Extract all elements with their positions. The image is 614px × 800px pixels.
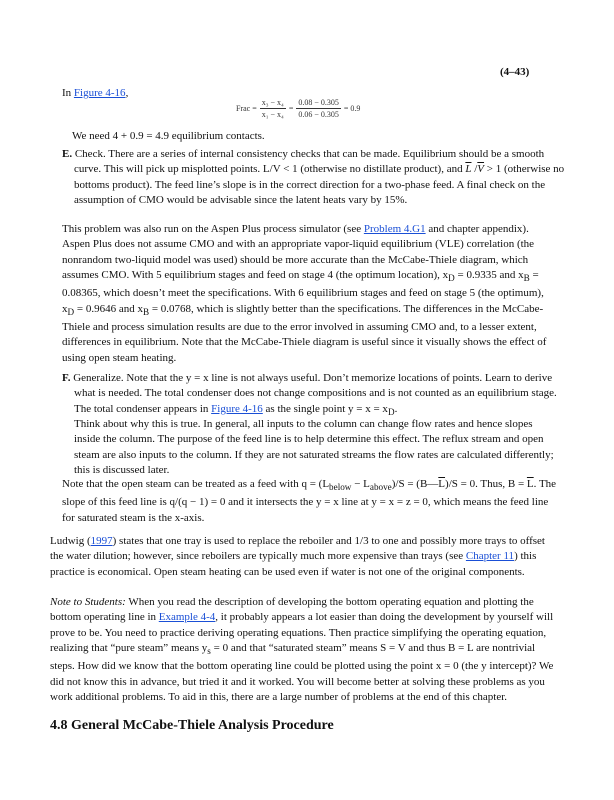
chapter-11-link[interactable]: Chapter 11 bbox=[465, 550, 515, 563]
check-label: E. bbox=[62, 148, 73, 160]
contacts-line: We need 4 + 0.9 = 4.9 equilibrium contacts. bbox=[72, 130, 265, 142]
problem-4-g1-link[interactable]: Problem 4.G1 bbox=[363, 223, 426, 235]
open-steam-paragraph: Note that the open steam can be treated as a feed with $q = (L_{below} - L_{above})/S$ = $(B—\overline{L})/S = 0$. Thus, $B = \overline{L}$. The slope of this feed line is q/(q − 1) = 0 and it intersects the y = x line at y = x = z = 0, which means the feed line for saturated steam is the x-axis. bbox=[62, 478, 557, 524]
generalize-paragraph-2: Think about why this is true. In general, all inputs to the column can change flow rates and hence slopes inside the column. The purpose of the feed line is to help determine this effect. The reflux stream and open steam are also inputs to the column. If they are not saturated streams the flow rates are calculated differently; this is discussed later. bbox=[74, 418, 554, 476]
ludwig-paragraph: Ludwig (1997) states that one tray is used to replace the reboiler and 1/3 to one and possibly more trays to offset the water dilution; however, since reboilers are typically much more expensive than trays (see Chapter 11) this practice is economical. Open steam heating can be used even if water is not one of the original components. bbox=[50, 535, 545, 578]
check-paragraph: E. Check. There are a series of internal consistency checks that can be made. Equilibrium should be a smooth curve. This will pick up misplotted points. L/V < 1 (otherwise no distillate product), and $\overline{L}$ $/\overline{V} > 1$ (otherwise no bottoms product). The feed line’s slope is in the correct direction for a two-phase feed. A final check on the assumption of CMO would be advisable since the latent heats vary by 15%. bbox=[62, 148, 565, 206]
ludwig-1997-link[interactable]: 1997 bbox=[90, 535, 113, 547]
generalize-paragraph: F. Generalize. Note that the y = x line is not always useful. Don’t memorize locations of points. Learn to derive what is needed. The total condenser does not change compositions and is not counted as an equilibrium stage. The total condenser appears in Figure 4-16 as the single point $y = x = x_D$. bbox=[62, 372, 557, 417]
intro-line: In Figure 4-16, bbox=[62, 87, 129, 99]
note-to-students-paragraph: Note to Students: When you read the description of developing the bottom operating equation and plotting the bottom operating line in Example 4-4, it probably appears a lot easier than doing the development by yourself will prove to be. You need to practice deriving operating equations. Then practice simplifying the operating equation, realizing that “pure steam” means $y_s = 0$ and that “saturated steam” means S = V and thus B = L are nontrivial steps. How did we know that the bottom operating line could be plotted using the point x = 0 (the y intercept)? We did not know this in advance, but tried it and it worked. You will become better at solving these problems as you work additional problems. To aid in this, there are a large number of problems at the end of this chapter. bbox=[50, 596, 554, 703]
figure-4-16-link-2[interactable]: Figure 4-16 bbox=[211, 402, 263, 415]
equation-number: (4–43) bbox=[500, 66, 530, 78]
section-heading: 4.8 General McCabe-Thiele Analysis Procedure bbox=[50, 718, 334, 733]
aspen-paragraph: This problem was also run on the Aspen Plus process simulator (see Problem 4.G1 and chapter appendix). Aspen Plus does not assume CMO and with an appropriate vapor-liquid equilibrium (VLE) correlation (the nonrandom two-liquid model was used) should be more accurate than the McCabe-Thiele diagram, which assumes CMO. With 5 equilibrium stages and feed on stage 4 (the optimum location), $x_D = 0.9335$ and $x_B = 0.08365$, which doesn’t meet the specifications. With 6 equilibrium stages and feed on stage 5 (the optimum), $x_D = 0.9646$ and $x_B = 0.0768$, which is slightly better than the specifications. The differences in the McCabe-Thiele and process simulation results are due to the error involved in assuming CMO and, to a lesser extent, differences in equilibrium. Note that the McCabe-Thiele diagram is useful since it visually shows the effect of using open steam heating. bbox=[62, 223, 547, 364]
fraction-equation: Frac = $\frac{\text{x₃ − x₄}}{\text{x₁ − x₄}}$ = $\frac{0.08 - 0.305}{0.06 - 0.305}$ = 0.9 bbox=[236, 98, 361, 119]
example-4-4-link[interactable]: Example 4-4 bbox=[158, 611, 216, 624]
note-label: Note to Students: bbox=[50, 596, 126, 608]
fraction-symbolic: $\frac{\text{x₃ − x₄}}{\text{x₁ − x₄}}$ bbox=[261, 98, 284, 119]
figure-4-16-link[interactable]: Figure 4-16 bbox=[73, 87, 126, 99]
generalize-label: F. bbox=[62, 372, 71, 384]
fraction-numeric: $\frac{0.08 - 0.305}{0.06 - 0.305}$ bbox=[298, 98, 339, 119]
frac-lhs: Frac = bbox=[236, 104, 257, 113]
